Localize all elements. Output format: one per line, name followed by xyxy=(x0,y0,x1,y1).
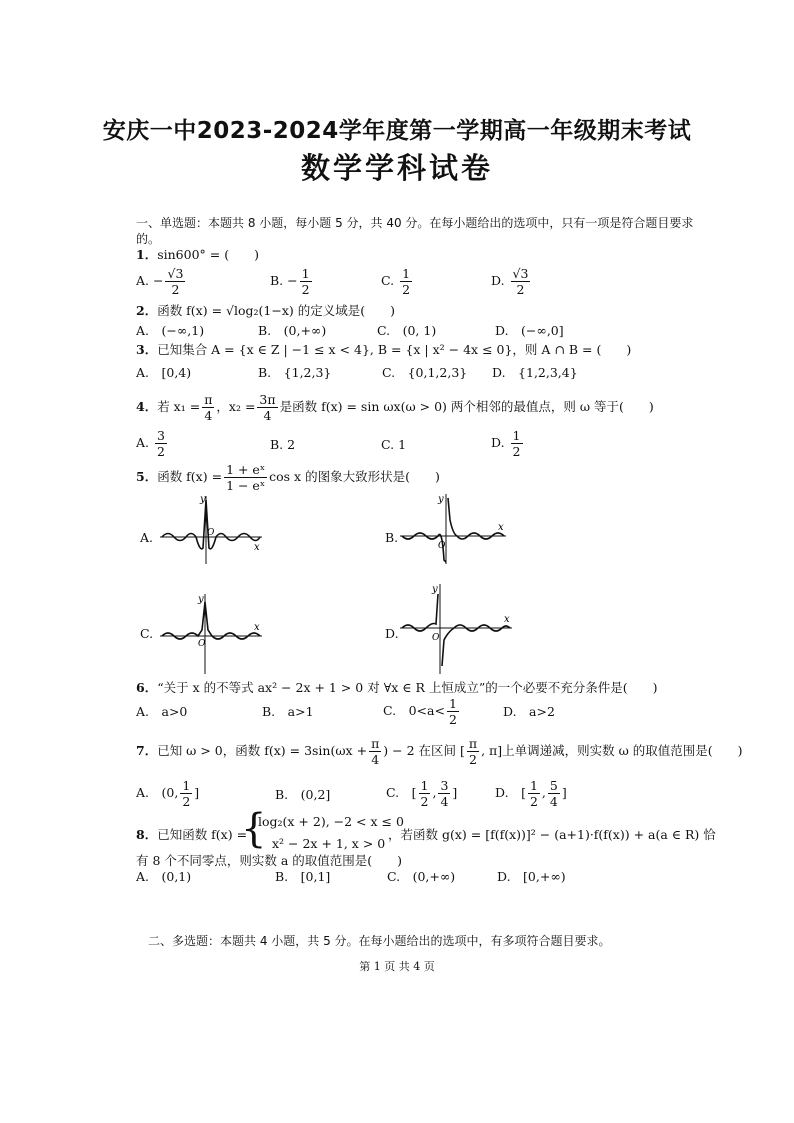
q8-option-c: C. (0,+∞) xyxy=(387,869,456,884)
q6-option-c-den: 2 xyxy=(448,712,457,727)
q7-number: 7． xyxy=(136,743,158,758)
q7-phase-num: π xyxy=(371,736,380,751)
q2-number: 2． xyxy=(136,303,158,318)
q7-option-c-close: ] xyxy=(452,785,458,800)
q1-option-b-label: B. xyxy=(270,273,284,288)
q8-number: 8． xyxy=(136,827,158,842)
q4-x2-num: 3π xyxy=(259,392,276,407)
q7-option-a-num: 1 xyxy=(182,778,191,793)
q7-option-a-label: A. xyxy=(136,785,150,800)
q6-option-c-num: 1 xyxy=(448,696,457,711)
q8-piecewise-brace: { xyxy=(241,806,267,852)
q7-option-d xyxy=(495,778,567,809)
q5-option-a-label: A. xyxy=(140,530,154,545)
q8-option-d: D. [0,+∞) xyxy=(497,869,566,884)
q3-option-c: C. {0,1,2,3} xyxy=(382,365,468,380)
q1-option-a-label: A. xyxy=(136,273,150,288)
q6-option-c-label: C. 0<a< xyxy=(383,703,445,718)
q5-function-num: 1 + eˣ xyxy=(226,462,266,477)
q4-option-b: B. 2 xyxy=(270,437,296,452)
q1-text: sin600° = ( ) xyxy=(157,247,259,262)
section1-line2: 的。 xyxy=(136,232,161,246)
q1-option-b xyxy=(270,266,314,297)
q3-number: 3． xyxy=(136,342,158,357)
q7-option-d-num1: 1 xyxy=(529,778,538,793)
q7-option-c-den2: 4 xyxy=(440,794,449,809)
q7-phase-den: 4 xyxy=(371,752,380,767)
q5-graph-c xyxy=(160,590,265,675)
q5-graph-b xyxy=(400,490,510,565)
q2-option-c: C. (0, 1) xyxy=(377,323,437,338)
q7-pre: 已知 ω > 0，函数 f(x) = 3sin(ωx + xyxy=(157,743,368,758)
q8-option-a: A. (0,1) xyxy=(136,869,192,884)
q3-stem xyxy=(136,341,631,359)
q1-option-d-den: 2 xyxy=(516,282,525,297)
q5-graph-a-curve xyxy=(162,500,260,549)
q8-stem-line2: 有 8 个不同零点，则实数 a 的取值范围是( ) xyxy=(136,853,403,868)
q7-option-c-num1: 1 xyxy=(420,778,429,793)
q1-option-b-sign: − xyxy=(287,273,298,288)
q5-graph-d-y-label: y xyxy=(432,584,438,595)
q7-option-d-close: ] xyxy=(561,785,567,800)
q6-stem xyxy=(136,679,658,697)
q3-option-d: D. {1,2,3,4} xyxy=(492,365,578,380)
q7-stem xyxy=(136,736,743,767)
q7-option-a-frac xyxy=(180,778,192,809)
q7-option-a-open: (0, xyxy=(161,785,179,800)
q7-option-d-num2: 5 xyxy=(549,778,558,793)
q5-graph-d-origin: O xyxy=(432,633,440,643)
q7-option-c-comma: , xyxy=(432,785,437,800)
q2-option-d: D. (−∞,0] xyxy=(495,323,564,338)
q1-option-c-num: 1 xyxy=(402,266,411,281)
q4-option-d-num: 1 xyxy=(512,428,521,443)
q1-option-b-frac xyxy=(300,266,312,297)
q1-stem xyxy=(136,246,259,264)
q6-option-c-frac xyxy=(447,696,459,727)
q7-option-d-den1: 2 xyxy=(529,794,538,809)
q4-x1-den: 4 xyxy=(204,408,213,423)
q4-post: 是函数 f(x) = sin ωx(ω > 0) 两个相邻的最值点，则 ω 等于( ) xyxy=(279,399,654,414)
section2-line1: 二、多选题：本题共 4 小题，共 5 分。在每小题给出的选项中，有多项符合题目要求。 xyxy=(148,934,611,948)
q4-option-d-den: 2 xyxy=(512,444,521,459)
page-number: 第 1 页 共 4 页 xyxy=(359,960,435,973)
q5-graph-d xyxy=(400,580,515,675)
q4-option-a xyxy=(136,428,169,459)
q5-pre: 函数 f(x) = xyxy=(157,469,223,484)
q5-function-den: 1 − eˣ xyxy=(226,478,266,493)
q4-option-d-frac xyxy=(511,428,523,459)
q7-option-a-close: ] xyxy=(194,785,200,800)
q7-option-c xyxy=(386,778,457,809)
q1-option-a-num: √3 xyxy=(167,266,184,281)
q4-option-a-num: 3 xyxy=(157,428,165,443)
exam-subtitle: 数学学科试卷 xyxy=(300,151,493,185)
q5-graph-b-x-label: x xyxy=(498,522,504,533)
q1-option-c-label: C. xyxy=(381,273,395,288)
q7-option-c-frac1 xyxy=(419,778,431,809)
q7-option-d-frac1 xyxy=(528,778,540,809)
q1-number: 1． xyxy=(136,247,158,262)
q5-graph-a xyxy=(160,490,265,565)
q5-graph-b-curve xyxy=(402,498,504,562)
q1-option-c xyxy=(381,266,414,297)
q6-text: “关于 x 的不等式 ax² − 2x + 1 > 0 对 ∀x ∈ R 上恒成立”的一个必要不充分条件是( ) xyxy=(157,680,658,695)
q7-option-c-label: C. xyxy=(386,785,400,800)
q4-number: 4． xyxy=(136,399,158,414)
q7-option-a-den: 2 xyxy=(182,794,191,809)
q2-stem xyxy=(136,302,395,320)
q1-option-a-sign: − xyxy=(153,273,164,288)
q5-graph-c-x-label: x xyxy=(254,622,260,633)
q7-interval-den: 2 xyxy=(468,752,477,767)
q4-x2-den: 4 xyxy=(263,408,272,423)
q8-option-b: B. [0,1] xyxy=(275,869,331,884)
q1-option-b-den: 2 xyxy=(301,282,310,297)
q3-text: 已知集合 A = {x ∈ Z | −1 ≤ x < 4}, B = {x | x² − 4x ≤ 0}，则 A ∩ B = ( ) xyxy=(157,342,632,357)
q5-option-d-label: D. xyxy=(385,626,399,641)
q4-x2-frac xyxy=(257,392,277,423)
q5-graph-b-origin: O xyxy=(438,541,446,551)
q5-graph-c-y-label: y xyxy=(198,594,204,605)
q4-stem xyxy=(136,392,654,423)
q1-option-a-den: 2 xyxy=(171,282,180,297)
q4-pre: 若 x₁ = xyxy=(157,399,201,414)
q5-graph-c-curve xyxy=(162,602,260,639)
q7-option-b: B. (0,2] xyxy=(275,787,331,802)
q4-x1-frac xyxy=(202,392,214,423)
q6-number: 6． xyxy=(136,680,158,695)
q4-x1-num: π xyxy=(204,392,213,407)
q7-option-c-frac2 xyxy=(438,778,450,809)
q7-option-d-frac2 xyxy=(548,778,560,809)
q5-option-c-label: C. xyxy=(140,626,154,641)
q5-graph-d-curve xyxy=(402,594,510,666)
q7-phase-frac xyxy=(369,736,381,767)
q8-stem-post: ，若函数 g(x) = [f(f(x))]² − (a+1)·f(f(x)) + a(a ∈ R) 恰 xyxy=(388,827,716,842)
q5-number: 5． xyxy=(136,469,158,484)
q8-pre: 已知函数 f(x) = xyxy=(157,827,248,842)
q3-option-a: A. [0,4) xyxy=(136,365,192,380)
q7-interval-frac xyxy=(467,736,479,767)
q4-option-a-label: A. xyxy=(136,435,150,450)
q5-graph-a-origin: O xyxy=(207,528,215,538)
q6-option-d: D. a>2 xyxy=(503,704,555,719)
q1-option-d-num: √3 xyxy=(512,266,529,281)
q4-option-d xyxy=(491,428,525,459)
q6-option-a: A. a>0 xyxy=(136,704,188,719)
q1-option-c-frac xyxy=(400,266,412,297)
q2-text: 函数 f(x) = √log₂(1−x) 的定义域是( ) xyxy=(157,303,395,318)
q6-option-c xyxy=(383,696,461,727)
q1-option-d-frac xyxy=(511,266,531,297)
q2-option-b: B. (0,+∞) xyxy=(258,323,327,338)
q8-case2: x² − 2x + 1, x > 0 xyxy=(272,836,386,851)
q7-option-c-open: [ xyxy=(411,785,417,800)
q4-option-c: C. 1 xyxy=(381,437,407,452)
q7-mid: ) − 2 在区间 [ xyxy=(383,743,465,758)
q5-graph-a-x-label: x xyxy=(254,542,260,553)
q7-post: 上单调递减，则实数 ω 的取值范围是( ) xyxy=(502,743,743,758)
q5-function-frac xyxy=(224,462,267,493)
q7-option-a xyxy=(136,778,199,809)
q7-interval-tail: , π] xyxy=(481,743,503,758)
q4-option-a-frac xyxy=(155,428,167,459)
q5-graph-a-y-label: y xyxy=(200,494,206,505)
q4-option-a-den: 2 xyxy=(157,444,165,459)
q3-option-b: B. {1,2,3} xyxy=(258,365,332,380)
q1-option-a-frac xyxy=(165,266,185,297)
q7-option-c-num2: 3 xyxy=(440,778,449,793)
q4-option-d-label: D. xyxy=(491,435,505,450)
q5-post: cos x 的图象大致形状是( ) xyxy=(269,469,440,484)
q1-option-d-label: D. xyxy=(491,273,505,288)
q2-option-a: A. (−∞,1) xyxy=(136,323,205,338)
q1-option-d xyxy=(491,266,532,297)
q5-graph-b-y-label: y xyxy=(438,494,444,505)
q7-option-d-open: [ xyxy=(521,785,526,800)
q7-option-d-label: D. xyxy=(495,785,509,800)
q4-mid: ，x₂ = xyxy=(216,399,256,414)
q8-stem-pre xyxy=(136,826,247,844)
q1-option-b-num: 1 xyxy=(301,266,310,281)
section1-line1: 一、单选题：本题共 8 小题，每小题 5 分，共 40 分。在每小题给出的选项中，只有一项是符合题目要求 xyxy=(136,216,694,230)
q6-option-b: B. a>1 xyxy=(262,704,314,719)
q5-stem xyxy=(136,462,440,493)
q7-option-d-den2: 4 xyxy=(549,794,558,809)
q5-option-b-label: B. xyxy=(385,530,399,545)
q7-option-d-comma: , xyxy=(541,785,546,800)
q7-interval-num: π xyxy=(468,736,478,751)
q5-graph-c-origin: O xyxy=(198,639,206,649)
q7-option-c-den1: 2 xyxy=(420,794,429,809)
q5-graph-d-x-label: x xyxy=(504,614,510,625)
q8-case1: log₂(x + 2), −2 < x ≤ 0 xyxy=(258,814,404,829)
exam-title: 安庆一中2023-2024学年度第一学期高一年级期末考试 xyxy=(102,118,692,144)
q1-option-a xyxy=(136,266,187,297)
q1-option-c-den: 2 xyxy=(402,282,411,297)
